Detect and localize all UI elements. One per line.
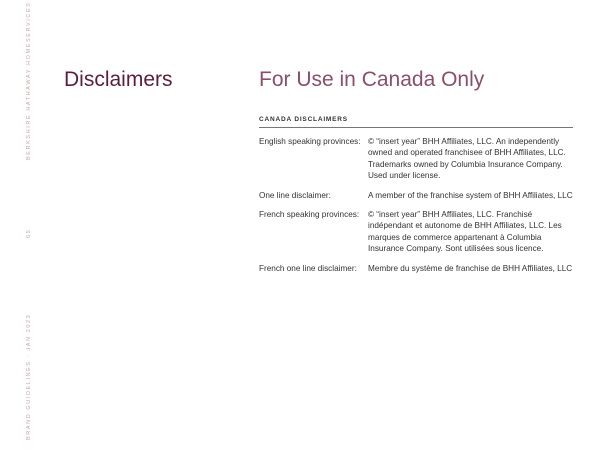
disclaimer-row-english xyxy=(259,136,573,182)
disclaimer-row-one-line xyxy=(259,190,573,201)
disclaimer-text: Membre du système de franchise de BHH Affiliates, LLC xyxy=(368,263,573,273)
disclaimer-label: English speaking provinces: xyxy=(259,137,361,146)
section-heading: CANADA DISCLAIMERS xyxy=(259,116,573,128)
disclaimer-row-french-one-line xyxy=(259,263,573,274)
disclaimer-label: One line disclaimer: xyxy=(259,190,331,200)
disclaimer-text: © “insert year” BHH Affiliates, LLC. An independently owned and operated franchisee of BHH Affiliates, LLC. Trademarks owned by Columbia Insurance Company. Used under license. xyxy=(368,137,566,181)
page-title: Disclaimers xyxy=(64,68,173,91)
disclaimer-text: © “insert year” BHH Affiliates, LLC. Franchisé indépendant et autonome de BHH Affiliates, LLC. Les marques de commerce appartenant à Columbia Insurance Company. Sont utilisées sous licence. xyxy=(368,210,562,254)
disclaimer-text: A member of the franchise system of BHH Affiliates, LLC xyxy=(368,190,573,200)
sidebar-brand-text: BERKSHIRE HATHAWAY HOMESERVICES xyxy=(26,1,32,160)
sidebar-footer-text: BRAND GUIDELINES · JAN 2023 xyxy=(26,313,32,440)
disclaimers-section xyxy=(259,116,573,274)
disclaimer-label: French one line disclaimer: xyxy=(259,263,357,273)
page-number: 65 xyxy=(26,228,32,238)
section-title: For Use in Canada Only xyxy=(259,68,485,91)
disclaimer-row-french xyxy=(259,209,573,255)
disclaimer-label: French speaking provinces: xyxy=(259,210,360,220)
